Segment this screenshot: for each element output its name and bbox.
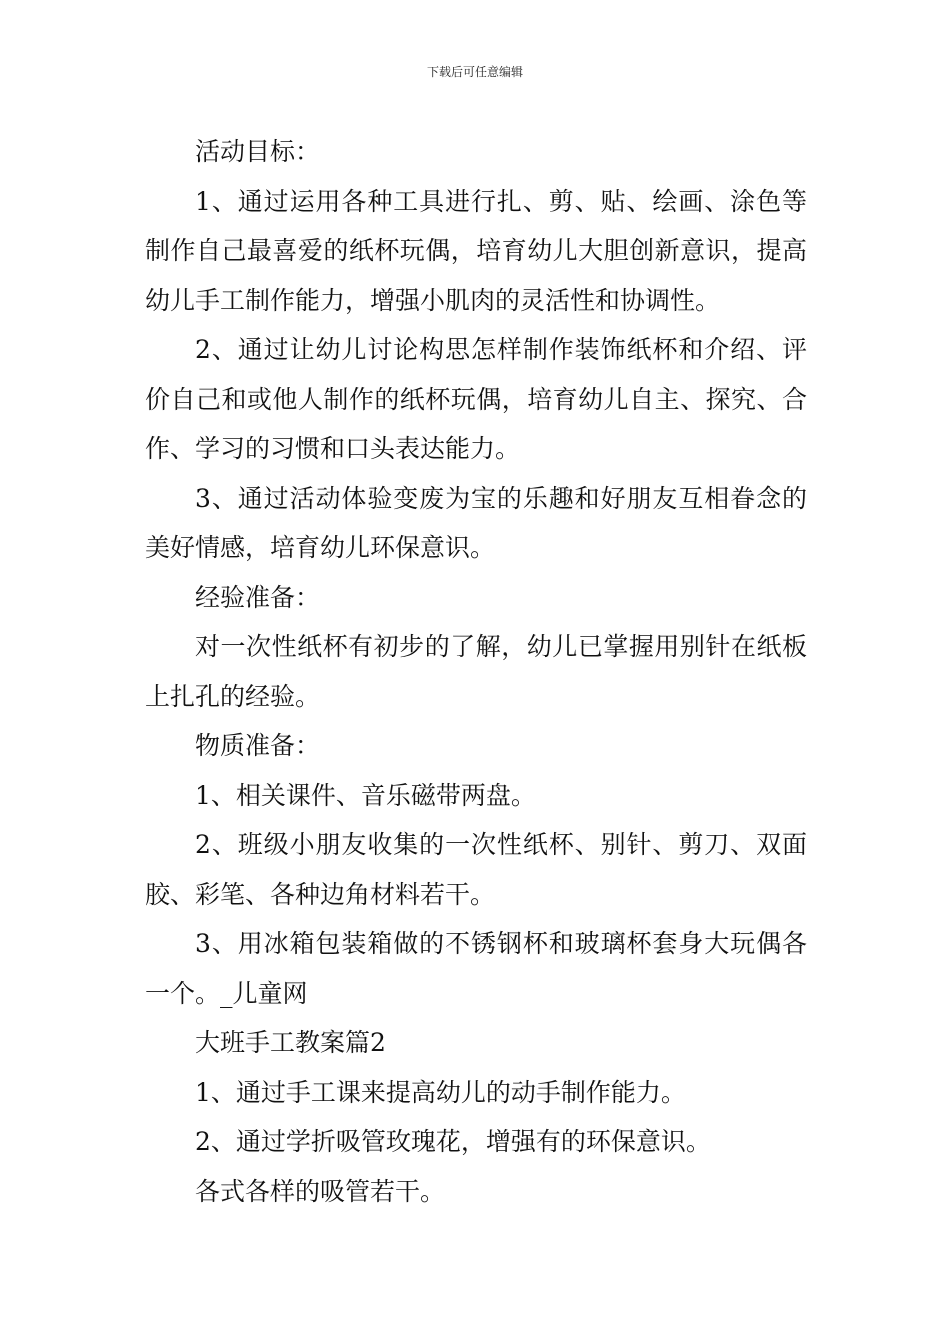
material-item-3: 3、用冰箱包装箱做的不锈钢杯和玻璃杯套身大玩偶各一个。_儿童网 (145, 929, 807, 1008)
section-heading-experience-prep: 经验准备： (195, 582, 321, 612)
goal-item-2: 2、通过让幼儿讨论构思怎样制作装饰纸杯和介绍、评价自己和或他人制作的纸杯玩偶，培育幼儿自主、探究、合作、学习的习惯和口头表达能力。 (145, 335, 807, 463)
material-item-1: 1、相关课件、音乐磁带两盘。 (195, 780, 536, 810)
lesson2-materials: 各式各样的吸管若干。 (195, 1176, 446, 1206)
lesson-plan-2-title: 大班手工教案篇2 (195, 1028, 386, 1057)
goal-item-1: 1、通过运用各种工具进行扎、剪、贴、绘画、涂色等制作自己最喜爱的纸杯玩偶，培育幼儿大胆创新意识，提高幼儿手工制作能力，增强小肌肉的灵活性和协调性。 (145, 186, 807, 315)
document-body (145, 127, 807, 1216)
lesson2-goal-item-1: 1、通过手工课来提高幼儿的动手制作能力。 (195, 1077, 686, 1107)
section-heading-material-prep: 物质准备： (195, 731, 321, 760)
experience-prep-text: 对一次性纸杯有初步的了解，幼儿已掌握用别针在纸板上扎孔的经验。 (145, 632, 807, 711)
section-heading-activity-goals: 活动目标： (195, 137, 321, 166)
page-header-note: 下载后可任意编辑 (426, 65, 523, 79)
lesson2-goal-item-2: 2、通过学折吸管玫瑰花，增强有的环保意识。 (195, 1127, 711, 1156)
material-item-2: 2、班级小朋友收集的一次性纸杯、别针、剪刀、双面胶、彩笔、各种边角材料若干。 (145, 830, 807, 909)
goal-item-3: 3、通过活动体验变废为宝的乐趣和好朋友互相眷念的美好情感，培育幼儿环保意识。 (145, 483, 807, 562)
